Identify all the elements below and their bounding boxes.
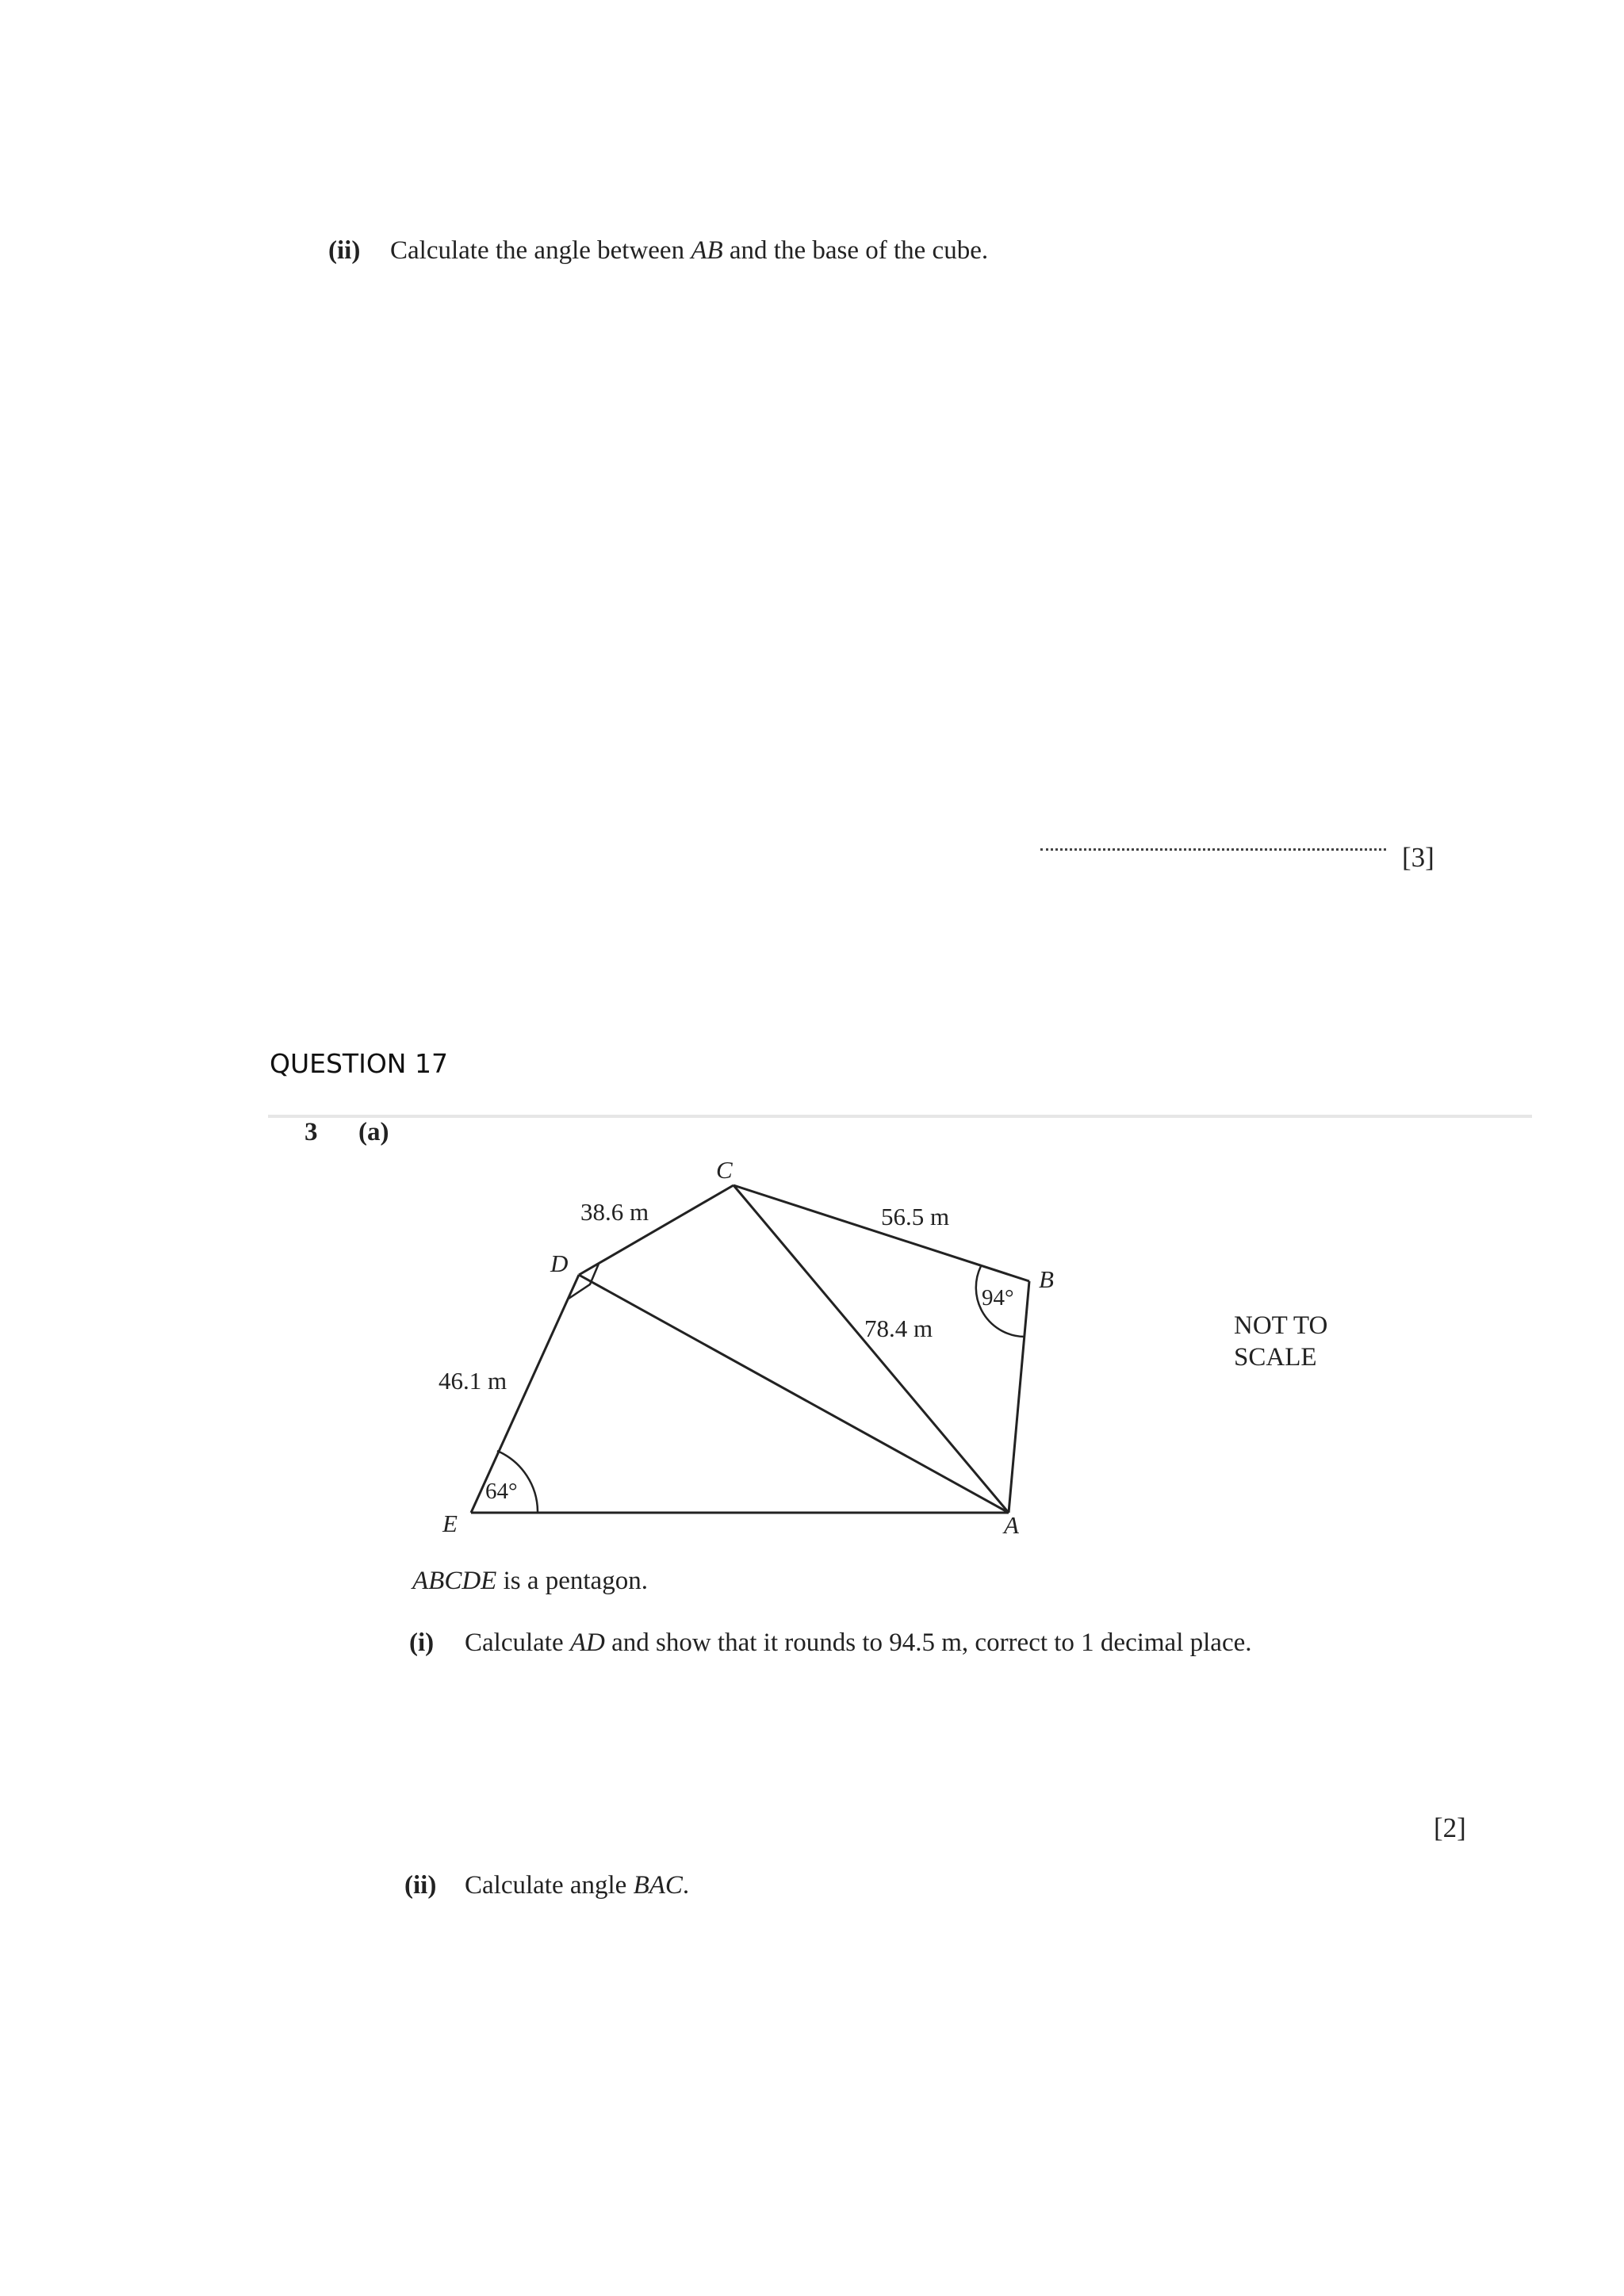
vertex-label-e: E [442,1510,458,1537]
length-label-cb: 56.5 m [881,1203,950,1230]
part-text-italic: BAC [633,1871,683,1900]
vertex-label-c: C [716,1156,733,1184]
edge-de [471,1275,579,1513]
marks-label: [3] [1402,842,1434,873]
part-text: . [682,1871,690,1900]
question-part-ii-top [328,236,988,266]
part-number: (i) [409,1628,435,1657]
length-label-ed: 46.1 m [439,1367,508,1395]
part-text: Calculate angle [465,1871,634,1900]
part-text: Calculate the angle between [390,236,691,265]
angle-label-b: 94° [982,1285,1014,1311]
part-text: Calculate [465,1628,570,1657]
diagonal-ca [733,1185,1009,1513]
part-number: (ii) [404,1871,437,1900]
length-label-dc: 38.6 m [580,1198,649,1226]
vertex-label-a: A [1004,1511,1019,1539]
edge-ab [1009,1281,1029,1513]
part-text: and show that it rounds to 94.5 m, correct to 1 decimal place. [604,1628,1252,1657]
angle-label-e: 64° [485,1479,518,1504]
question-number: 3 [304,1118,318,1146]
question-part-label: (a) [358,1118,389,1146]
diagonal-da [579,1275,1009,1513]
question-part-ii-bottom [404,1871,689,1900]
question-heading: QUESTION 17 [270,1048,448,1079]
statement-italic: ABCDE [412,1567,497,1595]
angle-arc-e [497,1451,538,1513]
pentagon-statement [412,1567,648,1596]
vertex-label-b: B [1039,1265,1054,1293]
length-label-ca: 78.4 m [864,1314,933,1342]
question-part-i [409,1628,1251,1658]
angle-arc-b [976,1266,1025,1337]
part-number: (ii) [328,236,361,265]
edge-cd [579,1185,733,1275]
pentagon-edges [471,1185,1029,1513]
part-text: and the base of the cube. [722,236,989,265]
not-to-scale-note: NOT TO SCALE [1234,1311,1328,1372]
right-angle-marker [569,1264,599,1299]
divider [268,1115,1532,1118]
part-text-italic: AB [691,236,723,265]
marks-label: [2] [1434,1812,1466,1843]
answer-line[interactable] [1040,848,1386,851]
vertex-label-d: D [550,1249,569,1277]
edge-bc [733,1185,1029,1281]
part-text-italic: AD [569,1628,605,1657]
statement-text: is a pentagon. [496,1567,648,1595]
